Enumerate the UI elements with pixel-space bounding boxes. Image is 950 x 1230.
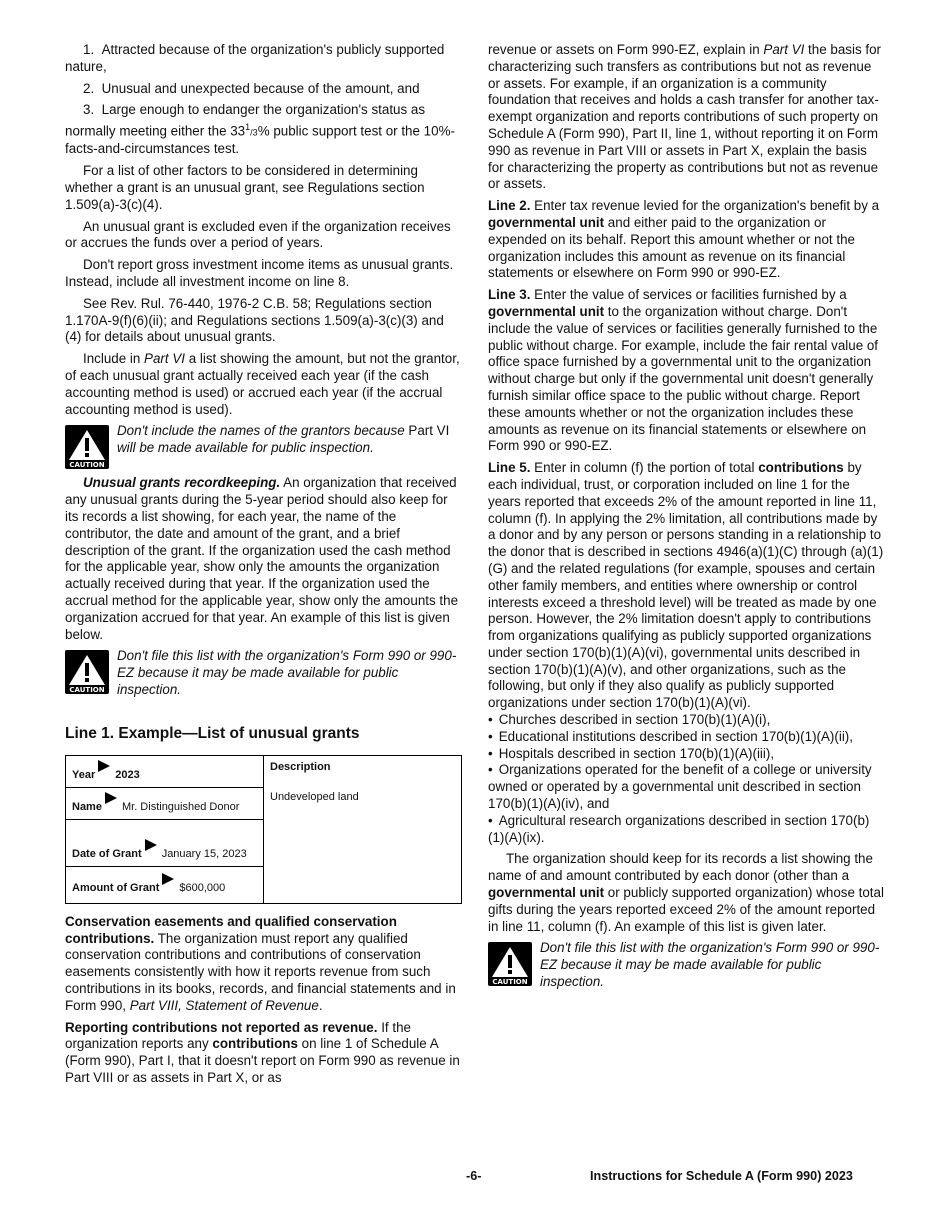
year-cell	[66, 755, 264, 787]
text: a list showing the amount, but not the grantor, of each unusual grant actually received each year (if the cash accounting method is used) or accrued each year (if the accrual accounting method is used).	[65, 351, 460, 417]
date-label: Date of Grant	[72, 847, 142, 860]
italic-ref: Part VI	[763, 42, 805, 57]
caution-icon	[65, 650, 109, 694]
text: revenue or assets on Form 990-EZ, explain in	[488, 42, 764, 57]
date-cell	[66, 819, 264, 866]
paragraph: For a list of other factors to be considered in determining whether a grant is an unusual grant, see Regulations section 1.509(a)-3(c)(4).	[65, 163, 425, 212]
italic-ref: Part VIII, Statement of Revenue	[129, 997, 319, 1013]
list-text: Unusual and unexpected because of the amount, and	[101, 80, 420, 96]
text: If the organization reports any	[65, 1019, 411, 1052]
unusual-grants-table	[65, 755, 462, 904]
section-heading: Line 5.	[488, 460, 531, 476]
caution-text: Don't file this list with the organization's Form 990 or 990-EZ because it may be made available for public inspection.	[540, 940, 880, 990]
list-text: Large enough to endanger the organization's status as normally meeting either the 33	[65, 102, 426, 139]
recordkeeping-paragraph	[65, 475, 462, 643]
text: The organization must report any qualified conservation contributions and contributions of conservation easements consistently with how it reports revenue from such contributions in its books, records, and financial statements and in Form 990,	[65, 930, 456, 1013]
bullet-text: Educational institutions described in section 170(b)(1)(A)(ii),	[498, 728, 853, 744]
document-title: Instructions for Schedule A (Form 990) 2023	[590, 1169, 853, 1183]
name-label: Name	[72, 800, 102, 813]
page-footer	[0, 1168, 950, 1188]
paragraph: An unusual grant is excluded even if the organization receives or accrues the funds over a period of years.	[65, 218, 451, 251]
list-item	[65, 42, 462, 76]
section-heading: Reporting contributions not reported as revenue.	[65, 1019, 378, 1035]
amount-cell	[66, 866, 264, 903]
bullet-item	[488, 712, 885, 729]
description-value: Undeveloped land	[270, 790, 359, 803]
text: Include in	[83, 351, 145, 367]
text: or publicly supported organization) whose total gifts during the years reported exceed 2% of the amount reported in line 11, column (f). An example of this list is given later.	[488, 885, 884, 934]
arrow-icon	[145, 839, 157, 851]
text: .	[318, 997, 323, 1013]
bullet-text: Organizations operated for the benefit of a college or university owned or operated by a governmental unit described in section 170(b)(1)(A)(iv), and	[488, 762, 872, 812]
section-heading: Line 2.	[488, 198, 531, 214]
section-heading: Unusual grants recordkeeping.	[83, 475, 281, 491]
amount-label: Amount of Grant	[72, 882, 160, 895]
svg-text:CAUTION: CAUTION	[69, 461, 105, 470]
caution-note	[488, 940, 885, 990]
text: Don't include the names of the grantors because	[117, 423, 409, 439]
text: on line 1 of Schedule A (Form 990), Part I, that it doesn't report on Form 990 as revenue in Part VIII or as assets in Part X, or as	[65, 1036, 460, 1085]
list-item	[65, 81, 462, 98]
caution-text: Don't file this list with the organization's Form 990 or 990-EZ because it may be made available for public inspection.	[117, 648, 457, 697]
text: by each individual, trust, or corporation included on line 1 for the years reported that exceeds 2% of the amount reported in line 11, column (f). In applying the 2% limitation, all contributions made by a donor and by any person or persons standing in a relationship to the donor that is described in sections 4946(a)(1)(C) through (a)(1)(G) and the related regulations (for example, spouses and certain other family members, and entities where ownership or control interests exceed a threshold level) will be treated as made by one person. However, the 2% limitation doesn't apply to contributions from organizations qualifying as publicly supported organizations under section 170(b)(1)(A)(vi), governmental units described in section 170(b)(1)(A)(v), and other organizations, such as the following, but only if they also qualify as publicly supported organizations under section 170(b)(1)(A)(vi).	[488, 460, 884, 711]
bullet-text: Churches described in section 170(b)(1)(A)(i),	[498, 712, 771, 728]
list-number: 2.	[83, 80, 95, 96]
date-value: January 15, 2023	[161, 847, 247, 860]
line5-paragraph	[488, 460, 885, 712]
amount-value: $600,000	[179, 882, 226, 895]
caution-note	[65, 423, 462, 469]
year-label: Year	[72, 768, 96, 781]
fraction-denominator: 3	[252, 127, 258, 138]
include-paragraph	[65, 351, 462, 418]
bullet-item	[488, 762, 885, 812]
left-column	[65, 42, 462, 1092]
italic-ref: Part VI	[144, 351, 185, 367]
bullet-item	[488, 729, 885, 746]
text: An organization that received any unusual grants during the 5-year period should also keep for its records a list showing, for each year, the name of the contributor, the date and amount of the grant, and a brief description of the grant. If the organization used the cash method for the applicable year, show only the amounts the organization actually received during that year. If the organization used the accrual method for the applicable year, show only the amounts the organization accrued for that year. An example of this list is given below.	[65, 475, 459, 642]
description-cell	[264, 755, 462, 903]
bold-term: governmental unit	[488, 885, 605, 901]
bold-term: governmental unit	[488, 214, 605, 230]
text: Part VI	[408, 423, 450, 439]
text: Enter in column (f) the portion of total	[530, 460, 759, 476]
arrow-icon	[105, 792, 117, 804]
reporting-paragraph	[65, 1020, 462, 1087]
name-value: Mr. Distinguished Donor	[121, 800, 240, 813]
fraction-numerator: 1	[245, 122, 251, 133]
text: Enter the value of services or facilities furnished by a	[530, 287, 847, 303]
paragraph: Don't report gross investment income items as unusual grants. Instead, include all investment income on line 8.	[65, 257, 454, 290]
bold-term: governmental unit	[488, 303, 605, 319]
caution-text	[117, 423, 462, 457]
list-text: % public support test or the 10%-facts-and-circumstances test.	[65, 123, 455, 157]
bold-term: contributions	[212, 1036, 298, 1052]
description-label: Description	[270, 760, 331, 773]
svg-text:CAUTION: CAUTION	[69, 686, 105, 695]
records-paragraph	[488, 851, 885, 935]
list-text: Attracted because of the organization's publicly supported nature,	[65, 42, 445, 74]
list-item: 3. Large enough to endanger the organization's status as normally meeting either the $33^1/3\%$ public support test or the 10%-facts-and-circumstances test.	[65, 102, 455, 157]
bullet-item	[488, 813, 885, 847]
paragraph: See Rev. Rul. 76-440, 1976-2 C.B. 58; Regulations section 1.170A-9(f)(6)(ii); and Regulations sections 1.509(a)-3(c)(3) and (4) for details about unusual grants.	[65, 295, 444, 345]
text: to the organization without charge. Don't include the value of services or facilities generally furnished to the public without charge. For example, include the fair rental value of office space furnished by a governmental unit to the organization without charge but only if the governmental unit doesn't generally furnish similar office space to the public without charge. Report these amounts whether or not the organization includes these amounts as revenue on its financial statements or elsewhere on Form 990 or 990-EZ.	[488, 303, 879, 454]
text: The organization should keep for its records a list showing the name of and amount contributed by each donor (other than a	[488, 851, 873, 884]
svg-text:CAUTION: CAUTION	[492, 978, 528, 987]
right-column	[488, 42, 885, 997]
text: will be made available for public inspection.	[117, 440, 374, 456]
page-number: -6-	[466, 1169, 482, 1183]
caution-icon	[488, 942, 532, 986]
continued-paragraph	[488, 42, 885, 193]
caution-note	[65, 648, 462, 698]
section-heading: Line 3.	[488, 287, 531, 303]
bold-term: contributions	[758, 460, 844, 476]
text: the basis for characterizing such transfers as contributions but not as revenue or assets. For example, if an organization is a community foundation that receives and holds a cash transfer for another tax-exempt organization and reports contributions of such property on Schedule A (Form 990), Part II, line 1, without reporting it on Form 990 as revenue in Part VIII or assets in Part X, explain the basis for characterizing the property as contributions but not as revenue or assets.	[488, 42, 881, 192]
table-row	[66, 755, 462, 787]
example-heading: Line 1. Example—List of unusual grants	[65, 724, 360, 742]
text: and either paid to the organization or expended on its behalf. Report this amount whether or not the organization includes this amount as revenue on its financial statements or elsewhere on Form 990 or 990-EZ.	[488, 214, 855, 281]
line3-paragraph	[488, 287, 885, 455]
conservation-paragraph	[65, 914, 462, 1015]
list-number: 1.	[83, 42, 95, 57]
list-number: 3.	[83, 102, 95, 118]
bullet-item	[488, 746, 885, 763]
bullet-text: Hospitals described in section 170(b)(1)(A)(iii),	[498, 745, 775, 761]
arrow-icon	[162, 873, 174, 885]
line2-paragraph	[488, 198, 885, 282]
arrow-icon	[98, 760, 110, 772]
text: Enter tax revenue levied for the organization's benefit by a	[530, 198, 880, 214]
caution-icon	[65, 425, 109, 469]
year-value: 2023	[115, 768, 140, 781]
section-heading: Conservation easements and qualified conservation contributions.	[65, 913, 397, 946]
name-cell	[66, 787, 264, 819]
bullet-text: Agricultural research organizations described in section 170(b)(1)(A)(ix).	[488, 812, 870, 845]
